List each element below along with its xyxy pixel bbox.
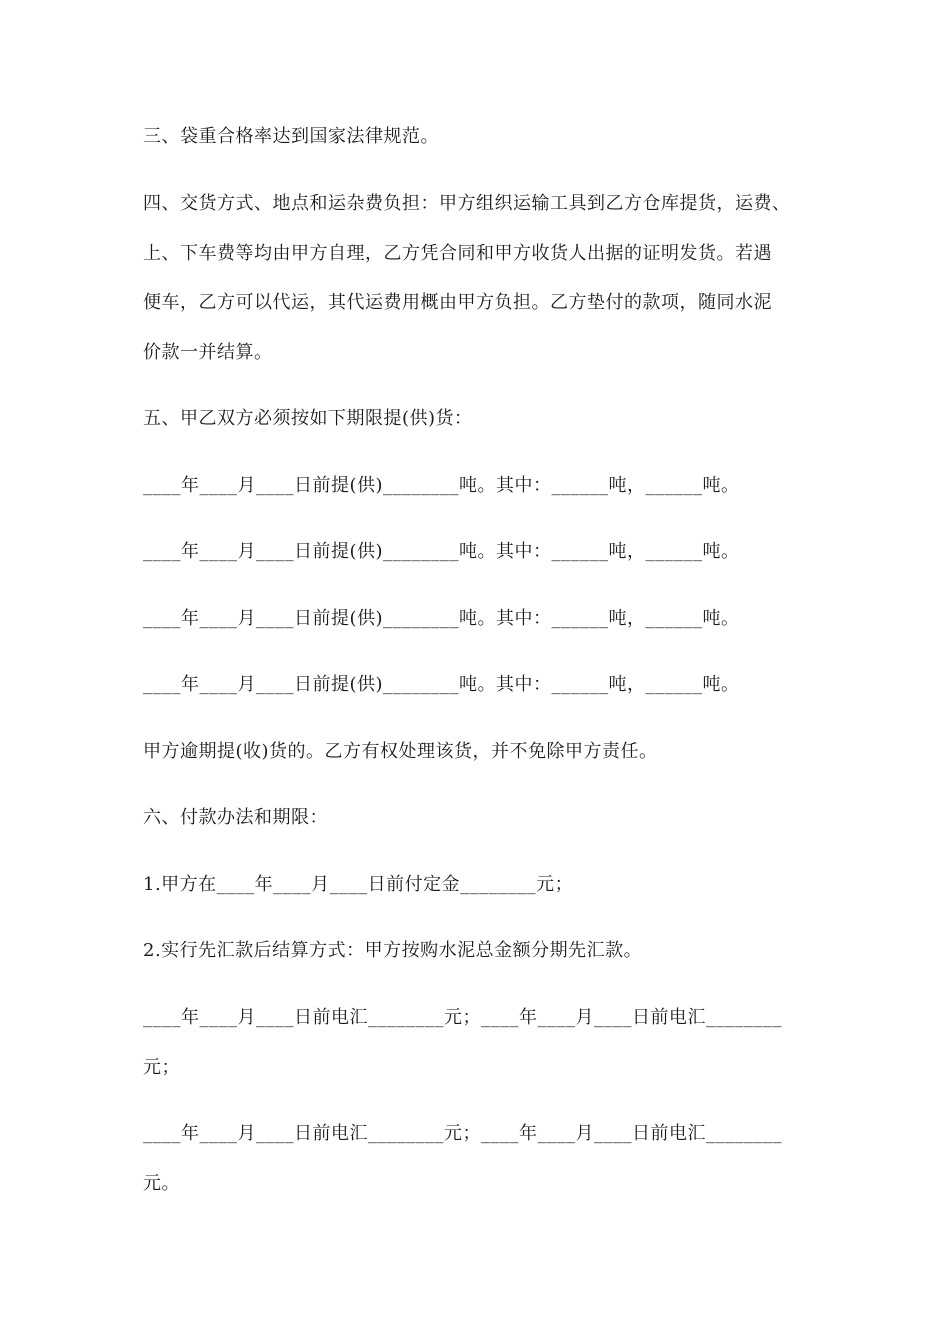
delivery-schedule-row-2: ____年____月____日前提(供)________吨。其中：______吨，______吨。 <box>143 541 740 562</box>
wire-schedule-row-2-cont: 元。 <box>143 1173 180 1194</box>
wire-schedule-row-1: ____年____月____日前电汇________元；____年____月____日前电汇________ <box>143 1007 782 1028</box>
wire-schedule-row-1-cont: 元； <box>143 1057 180 1078</box>
clause-4-line-3: 便车，乙方可以代运，其代运费用概由甲方负担。乙方垫付的款项，随同水泥 <box>143 292 772 313</box>
late-pickup-clause: 甲方逾期提(收)货的。乙方有权处理该货，并不免除甲方责任。 <box>143 741 658 762</box>
clause-4-line-2: 上、下车费等均由甲方自理，乙方凭合同和甲方收货人出据的证明发货。若遇 <box>143 243 772 264</box>
delivery-schedule-row-1: ____年____月____日前提(供)________吨。其中：______吨，______吨。 <box>143 475 740 496</box>
delivery-schedule-row-4: ____年____月____日前提(供)________吨。其中：______吨，______吨。 <box>143 674 740 695</box>
clause-4-line-1: 四、交货方式、地点和运杂费负担：甲方组织运输工具到乙方仓库提货，运费、 <box>143 193 791 214</box>
clause-5-heading: 五、甲乙双方必须按如下期限提(供)货： <box>143 408 473 429</box>
clause-4-line-4: 价款一并结算。 <box>143 342 273 363</box>
clause-3-text: 三、袋重合格率达到国家法律规范。 <box>143 126 439 147</box>
wire-schedule-row-2: ____年____月____日前电汇________元；____年____月____日前电汇________ <box>143 1123 782 1144</box>
payment-item-1: 1.甲方在____年____月____日前付定金________元； <box>143 874 574 895</box>
delivery-schedule-row-3: ____年____月____日前提(供)________吨。其中：______吨，______吨。 <box>143 608 740 629</box>
clause-6-heading: 六、付款办法和期限： <box>143 807 328 828</box>
payment-item-2: 2.实行先汇款后结算方式：甲方按购水泥总金额分期先汇款。 <box>143 940 643 961</box>
